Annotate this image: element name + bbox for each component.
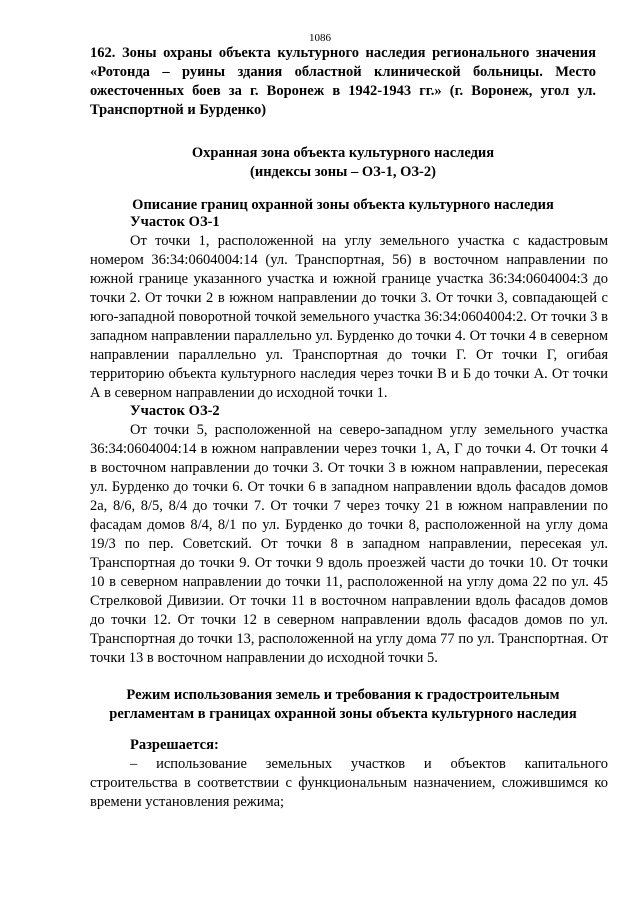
zone-title-line-1: Охранная зона объекта культурного наследия [191,145,495,161]
allowed-list [90,755,608,812]
allowed-item-1: – использование земельных участков и объектов капитального строительства в соответствии с функциональным назначением, сложившимся ко времени установления режима; [90,756,608,810]
section-2-text [90,421,608,668]
section-2-title: Участок ОЗ-2 [130,403,220,419]
section-1-text [90,232,608,403]
boundaries-title: Описание границ охранной зоны объекта культурного наследия [132,197,554,213]
allowed-title: Разрешается: [130,737,219,753]
document-heading: 162. Зоны охраны объекта культурного наследия регионального значения «Ротонда – руины здания областной клинической больницы. Место ожесточенных боев за г. Воронеж в 1942-1943 гг.» (г. Воронеж, угол ул. Транспортной и Бурденко) [90,45,596,118]
section-2-paragraph: От точки 5, расположенной на северо-западном углу земельного участка 36:34:0604004:14 в южном направлении через точки 1, А, Г до точки 4. От точки 4 в восточном направлении до точки 3. От точки 3 в южном направлении, пересекая ул. Бурденко до точки 6. От точки 6 в западном направлении вдоль фасадов домов 2а, 8/6, 8/5, 8/4 до точки 7. От точки 7 через точку 21 в южном направлении по фасадам домов 8/4, 8/1 по ул. Бурденко до точки 8, расположенной на углу дома 19/3 по пер. Советский. От точки 8 в западном направлении, пересекая ул. Транспортная до точки 9. От точки 9 вдоль проезжей части до точки 10. От точки 10 в северном направлении до точки 11, расположенной на углу дома 22 по ул. 45 Стрелковой Дивизии. От точки 11 в восточном направлении вдоль фасадов домов до точки 12. От точки 12 в северном направлении вдоль фасадов домов по ул. Транспортная до точки 13, расположенной на углу дома 77 по ул. Транспортная. От точки 13 в восточном направлении до исходной точки 5. [90,422,608,666]
page-number: 1086 [309,32,331,44]
regime-title-line-1: Режим использования земель и требования к градостроительным [126,687,560,703]
section-1-title: Участок ОЗ-1 [130,214,220,230]
section-1-paragraph: От точки 1, расположенной на углу земельного участка с кадастровым номером 36:34:0604004:14 (ул. Транспортная, 56) в восточном направлении по южной границе указанного участка и южной границе участка 36:34:0604004:3 до точки 2. От точки 2 в южном направлении до точки 3. От точки 3, совпадающей с юго-западной поворотной точкой земельного участка 36:34:0604004:2. От точки 3 в западном направлении параллельно ул. Бурденко до точки 4. От точки 4 в северном направлении параллельно ул. Транспортная до точки Г. От точки Г, огибая территорию объекта культурного наследия через точки В и Б до точки А. От точки А в северном направлении до исходной точки 1. [90,233,608,401]
regime-title-line-2: регламентам в границах охранной зоны объекта культурного наследия [109,706,577,722]
zone-title-line-2: (индексы зоны – ОЗ-1, ОЗ-2) [250,164,436,180]
